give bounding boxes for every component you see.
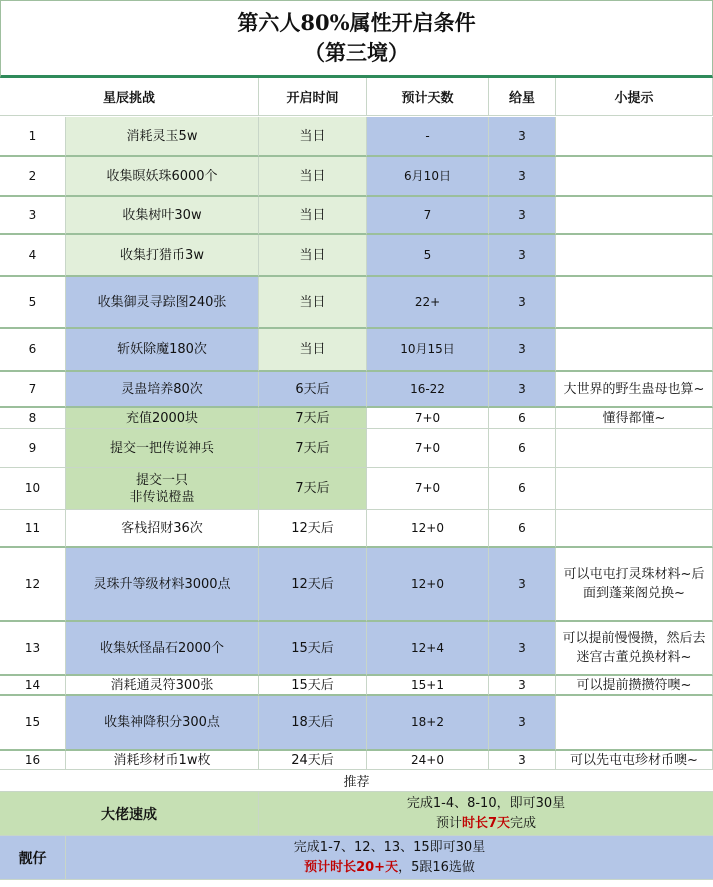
header-task: 星辰挑战 (0, 78, 259, 116)
task-cell: 收集树叶30w (66, 197, 259, 235)
open-time-cell: 7天后 (259, 408, 367, 429)
task-cell: 消耗通灵符300张 (66, 676, 259, 696)
tip-cell (556, 429, 713, 468)
row-number: 13 (0, 622, 66, 676)
stars-cell: 6 (489, 468, 556, 510)
tip-cell (556, 510, 713, 548)
open-time-cell: 当日 (259, 157, 367, 197)
row-number: 6 (0, 329, 66, 372)
stars-cell: 6 (489, 408, 556, 429)
days-cell: 6月10日 (367, 157, 489, 197)
days-cell: - (367, 117, 489, 157)
table-row (0, 429, 713, 468)
row-number: 1 (0, 117, 66, 157)
stars-cell: 3 (489, 676, 556, 696)
open-time-cell: 15天后 (259, 622, 367, 676)
tip-cell (556, 235, 713, 277)
lazy-plan-text (66, 836, 713, 880)
row-number: 7 (0, 372, 66, 408)
stars-cell: 3 (489, 329, 556, 372)
tip-cell: 可以提前攒攒符噢~ (556, 676, 713, 696)
days-cell: 12+4 (367, 622, 489, 676)
stars-cell: 3 (489, 197, 556, 235)
tip-cell: 可以提前慢慢攒，然后去迷宫古董兑换材料~ (556, 622, 713, 676)
stars-cell: 6 (489, 510, 556, 548)
open-time-cell: 12天后 (259, 510, 367, 548)
header-stars: 给星 (489, 78, 556, 116)
row-number: 3 (0, 197, 66, 235)
table-row (0, 468, 713, 510)
lazy-plan-line: 完成1-7、12、13、15即可30星 (293, 839, 486, 855)
tip-cell: 大世界的野生蛊母也算~ (556, 372, 713, 408)
stars-cell: 3 (489, 548, 556, 622)
table-row (0, 372, 713, 408)
row-number: 10 (0, 468, 66, 510)
page-title: 第六人80%属性开启条件 (237, 10, 476, 35)
stars-cell: 3 (489, 372, 556, 408)
tip-cell (556, 329, 713, 372)
days-cell: 7+0 (367, 408, 489, 429)
lazy-plan-label: 靓仔 (0, 836, 66, 880)
days-cell: 12+0 (367, 510, 489, 548)
row-number: 16 (0, 751, 66, 770)
task-cell: 消耗珍材币1w枚 (66, 751, 259, 770)
fast-plan-text (259, 792, 713, 836)
tip-cell (556, 696, 713, 751)
fast-plan-line (436, 814, 536, 834)
task-cell: 收集御灵寻踪图240张 (66, 277, 259, 329)
task-cell: 灵珠升等级材料3000点 (66, 548, 259, 622)
open-time-cell: 12天后 (259, 548, 367, 622)
table-row (0, 329, 713, 372)
row-number: 9 (0, 429, 66, 468)
open-time-cell: 24天后 (259, 751, 367, 770)
row-number: 12 (0, 548, 66, 622)
fast-plan-line: 完成1-4、8-10，即可30星 (406, 795, 566, 811)
highlight-text: 预计时长20+天 (304, 859, 399, 875)
task-cell: 收集妖怪晶石2000个 (66, 622, 259, 676)
row-number: 14 (0, 676, 66, 696)
page-subtitle: （第三境） (304, 40, 409, 65)
open-time-cell: 当日 (259, 117, 367, 157)
open-time-cell: 7天后 (259, 468, 367, 510)
tip-cell: 可以先屯屯珍材币噢~ (556, 751, 713, 770)
days-cell: 24+0 (367, 751, 489, 770)
table-row (0, 117, 713, 157)
open-time-cell: 当日 (259, 197, 367, 235)
task-cell: 客栈招财36次 (66, 510, 259, 548)
title-block (0, 0, 713, 78)
plain-text: ，5跟16选做 (398, 859, 475, 875)
task-cell: 收集神降积分300点 (66, 696, 259, 751)
lazy-plan-line (304, 858, 475, 878)
open-time-cell: 当日 (259, 235, 367, 277)
stars-cell: 3 (489, 696, 556, 751)
tip-cell (556, 117, 713, 157)
task-cell: 收集暝妖珠6000个 (66, 157, 259, 197)
tip-cell: 懂得都懂~ (556, 408, 713, 429)
table-row (0, 696, 713, 751)
task-cell: 消耗灵玉5w (66, 117, 259, 157)
open-time-cell: 15天后 (259, 676, 367, 696)
table-row (0, 510, 713, 548)
stars-cell: 3 (489, 622, 556, 676)
task-cell (66, 468, 259, 510)
task-cell: 收集打猎币3w (66, 235, 259, 277)
tip-cell (556, 157, 713, 197)
stars-cell: 3 (489, 277, 556, 329)
row-number: 15 (0, 696, 66, 751)
days-cell: 10月15日 (367, 329, 489, 372)
highlight-text: 时长7天 (461, 815, 511, 831)
table-row (0, 277, 713, 329)
row-number: 5 (0, 277, 66, 329)
days-cell: 5 (367, 235, 489, 277)
table-row (0, 408, 713, 429)
table-row (0, 622, 713, 676)
task-cell: 充值2000块 (66, 408, 259, 429)
table-row (0, 157, 713, 197)
task-cell: 斩妖除魔180次 (66, 329, 259, 372)
stars-cell: 6 (489, 429, 556, 468)
table-row (0, 548, 713, 622)
row-number: 4 (0, 235, 66, 277)
fast-plan-label: 大佬速成 (0, 792, 259, 836)
task-line: 提交一只 (135, 472, 188, 488)
header-days: 预计天数 (367, 78, 489, 116)
tip-cell (556, 197, 713, 235)
tip-cell: 可以屯屯打灵珠材料~后面到蓬莱阁兑换~ (556, 548, 713, 622)
stars-cell: 3 (489, 751, 556, 770)
days-cell: 16-22 (367, 372, 489, 408)
row-number: 11 (0, 510, 66, 548)
open-time-cell: 当日 (259, 277, 367, 329)
task-cell: 灵蛊培养80次 (66, 372, 259, 408)
days-cell: 12+0 (367, 548, 489, 622)
row-number: 2 (0, 157, 66, 197)
tip-cell (556, 277, 713, 329)
days-cell: 18+2 (367, 696, 489, 751)
days-cell: 7+0 (367, 429, 489, 468)
stars-cell: 3 (489, 157, 556, 197)
recommend-heading: 推荐 (0, 770, 713, 792)
days-cell: 15+1 (367, 676, 489, 696)
row-number: 8 (0, 408, 66, 429)
days-cell: 7+0 (367, 468, 489, 510)
stars-cell: 3 (489, 235, 556, 277)
open-time-cell: 6天后 (259, 372, 367, 408)
table-row (0, 751, 713, 770)
table-row (0, 676, 713, 696)
plain-text: 预计 (435, 815, 462, 831)
open-time-cell: 当日 (259, 329, 367, 372)
header-open-time: 开启时间 (259, 78, 367, 116)
table-row (0, 197, 713, 235)
tip-cell (556, 468, 713, 510)
stars-cell: 3 (489, 117, 556, 157)
days-cell: 7 (367, 197, 489, 235)
open-time-cell: 7天后 (259, 429, 367, 468)
task-cell: 提交一把传说神兵 (66, 429, 259, 468)
plain-text: 完成 (510, 815, 537, 831)
open-time-cell: 18天后 (259, 696, 367, 751)
table-row (0, 235, 713, 277)
header-tip: 小提示 (556, 78, 713, 116)
task-line: 非传说橙蛊 (129, 489, 195, 505)
days-cell: 22+ (367, 277, 489, 329)
